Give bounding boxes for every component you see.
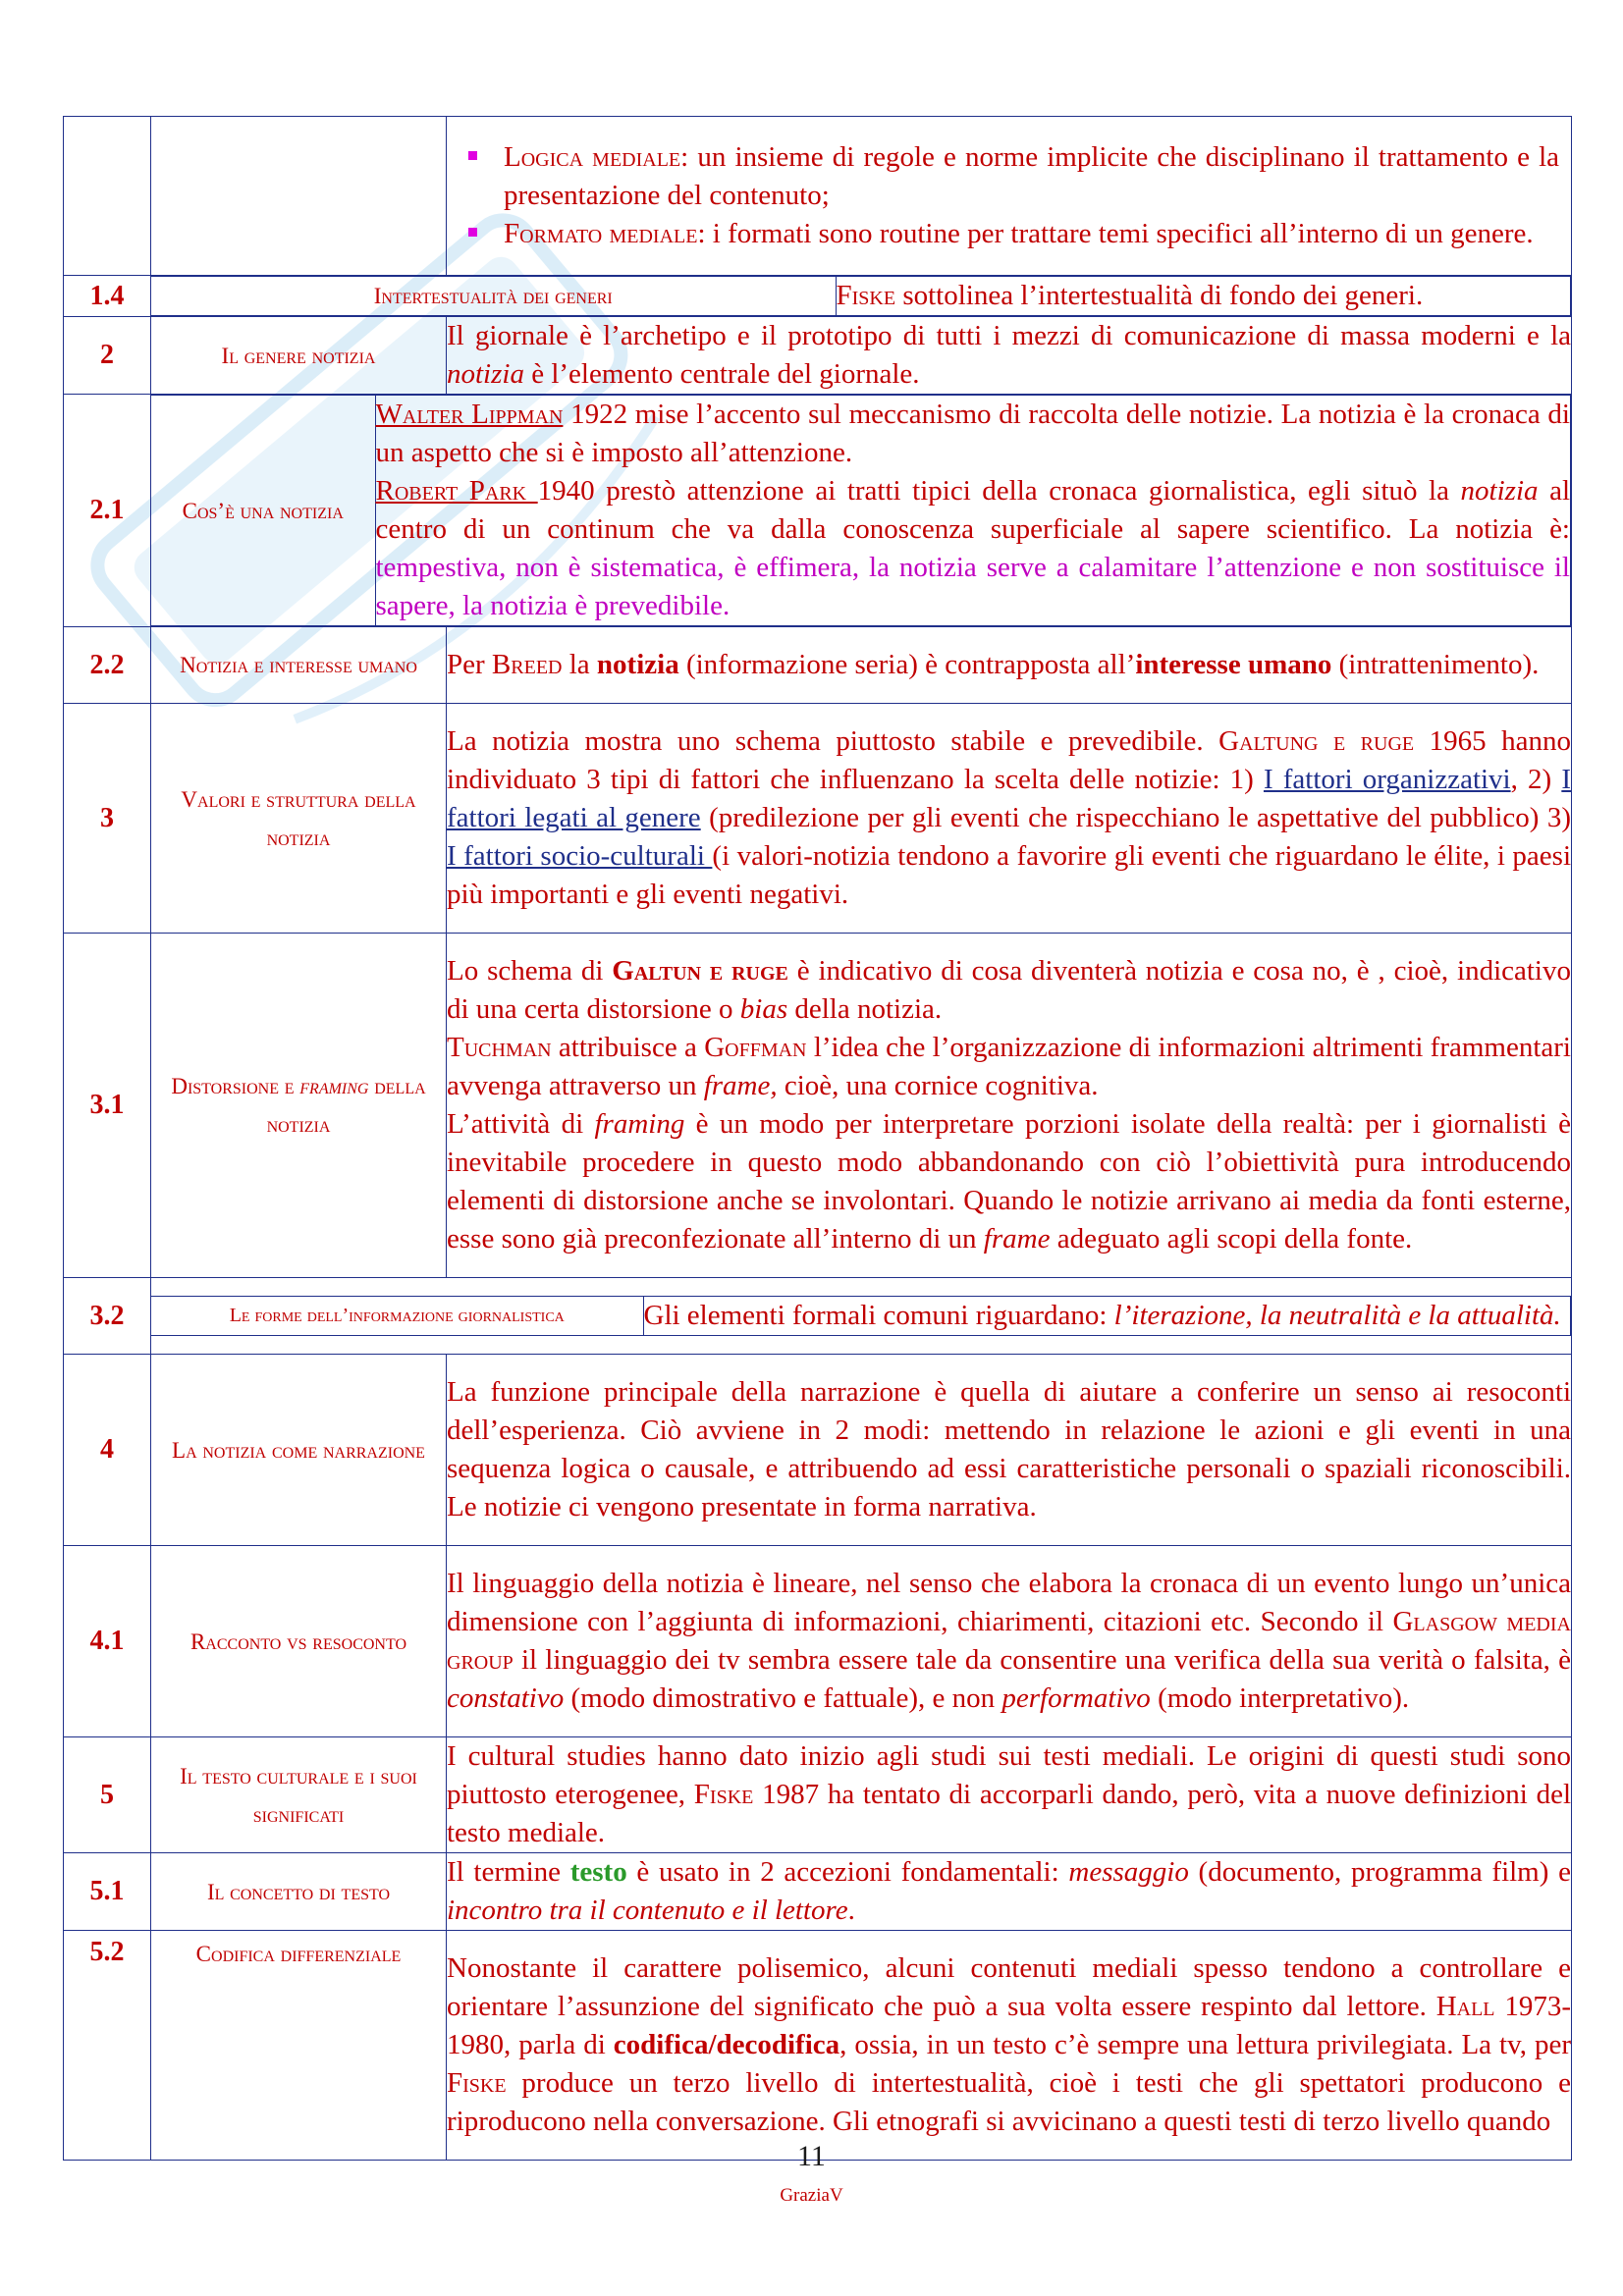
section-title: Il testo culturale e i suoi significati xyxy=(151,1737,447,1853)
table-row xyxy=(64,1355,1572,1546)
section-number: 4 xyxy=(64,1355,151,1546)
section-title: Racconto vs resoconto xyxy=(151,1546,447,1737)
section-text: Il linguaggio della notizia è lineare, nel senso che elabora la cronaca di un evento lungo un’unica dimensione con l’aggiunta di informazioni, chiarimenti, citazioni etc. Secondo il Glasgow media group il linguaggio dei tv sembra essere tale da consentire una verifica della sua verità o falsita, è constativo (modo dimostrativo e fattuale), e non performativo (modo interpretativo). xyxy=(447,1546,1572,1737)
section-number: 5 xyxy=(64,1737,151,1853)
table-row xyxy=(64,1278,1572,1355)
section-text: Lo schema di Galtun e ruge è indicativo di cosa diventerà notizia e cosa no, è , cioè, indicativo di una certa distorsione o bias della notizia. Tuchman attribuisce a Goffman l’idea che l’organizzazione di informazioni altrimenti frammentari avvenga attraverso un frame, cioè, una cornice cognitiva. L’attività di framing è un modo per interpretare porzioni isolate della realtà: per i giornalisti è inevitabile procedere in questo modo abbandonando con ciò l’obiettività pura introducendo elementi di distorsione anche se involontari. Quando le notizie arrivano ai media da fonti esterne, esse sono già preconfezionate all’interno di un frame adeguato agli scopi della fonte. xyxy=(447,934,1572,1278)
section-number: 2.1 xyxy=(64,395,151,627)
section-text: Walter Lippman 1922 mise l’accento sul meccanismo di raccolta delle notizie. La notizia è la cronaca di un aspetto che si è imposto all’attenzione. Robert Park 1940 prestò attenzione ai tratti tipici della cronaca giornalistica, egli situò la notizia al centro di un continum che va dalla conoscenza superficiale al sapere scientifico. La notizia è: tempestiva, non è sistematica, è effimera, la notizia serve a calamitare l’attenzione e non sostituisce il sapere, la notizia è prevedibile. xyxy=(375,396,1571,626)
section-title: Valori e struttura della notizia xyxy=(151,704,447,934)
section-text: Per Breed la notizia (informazione seria) è contrapposta all’interesse umano (intrattenimento). xyxy=(447,627,1572,704)
section-text: Fiske sottolinea l’intertestualità di fondo dei generi. xyxy=(836,277,1571,316)
section-number: 2.2 xyxy=(64,627,151,704)
section-number: 1.4 xyxy=(64,276,151,317)
section-text: I cultural studies hanno dato inizio agli studi sui testi mediali. Le origini di questi studi sono piuttosto eterogenee, Fiske 1987 ha tentato di accorparli dando, però, vita a nuove definizioni del testo mediale. xyxy=(447,1737,1572,1853)
section-number: 2 xyxy=(64,317,151,395)
list-item: Logica mediale: un insieme di regole e norme implicite che disciplinano il trattamento e la presentazione del contenuto; xyxy=(504,138,1559,215)
table-row xyxy=(64,317,1572,395)
author-name: GraziaV xyxy=(780,2185,843,2206)
section-title: Notizia e interesse umano xyxy=(151,627,447,704)
section-text: Gli elementi formali comuni riguardano: l’iterazione, la neutralità e la attualità. xyxy=(643,1297,1571,1336)
section-number: 3.2 xyxy=(64,1278,151,1355)
section-text: Nonostante il carattere polisemico, alcuni contenuti mediali spesso tendono a controllare e orientare l’assunzione del significato che può a sua volta essere respinto dal lettore. Hall 1973-1980, parla di codifica/decodifica, ossia, in un testo c’è sempre una lettura privilegiata. La tv, per Fiske produce un terzo livello di intertestualità, cioè i testi che gli spettatori producono e riproducono nella conversazione. Gli etnografi si avvicinano a questi testi di terzo livello quando xyxy=(447,1931,1572,2161)
section-text: La funzione principale della narrazione è quella di aiutare a conferire un senso ai resoconti dell’esperienza. Ciò avviene in 2 modi: mettendo in relazione le azioni e gli eventi in una sequenza logica o causale, e attribuendo ad essi caratteristiche personali o spaziali riconoscibili. Le notizie ci vengono presentate in forma narrativa. xyxy=(447,1355,1572,1546)
section-title: Cos’è una notizia xyxy=(151,396,375,626)
section-text: Il termine testo è usato in 2 accezioni fondamentali: messaggio (documento, programma film) e incontro tra il contenuto e il lettore. xyxy=(447,1853,1572,1931)
section-title: La notizia come narrazione xyxy=(151,1355,447,1546)
page-number: 11 xyxy=(797,2140,826,2172)
section-number: 5.1 xyxy=(64,1853,151,1931)
section-number: 3.1 xyxy=(64,934,151,1278)
section-number: 4.1 xyxy=(64,1546,151,1737)
summary-table xyxy=(63,116,1572,2161)
section-text: Il giornale è l’archetipo e il prototipo di tutti i mezzi di comunicazione di massa moderni e la notizia è l’elemento centrale del giornale. xyxy=(447,317,1572,395)
list-item: Formato mediale: i formati sono routine per trattare temi specifici all’interno di un genere. xyxy=(504,215,1559,253)
table-row xyxy=(64,276,1572,317)
table-row xyxy=(64,1853,1572,1931)
section-title: Il genere notizia xyxy=(151,317,447,395)
section-title: Le forme dell’informazione giornalistica xyxy=(151,1297,643,1336)
section-title: Distorsione e framing della notizia xyxy=(151,934,447,1278)
square-bullet-icon xyxy=(468,228,477,237)
section-number: 3 xyxy=(64,704,151,934)
table-row xyxy=(64,704,1572,934)
table-row xyxy=(64,934,1572,1278)
bullet-list xyxy=(447,138,1571,253)
section-title: Intertestualità dei generi xyxy=(151,277,836,316)
section-number: 5.2 xyxy=(64,1931,151,2161)
table-row xyxy=(64,117,1572,276)
table-row xyxy=(64,1931,1572,2161)
section-title: Codifica differenziale xyxy=(151,1931,447,2161)
table-row xyxy=(64,1546,1572,1737)
table-row xyxy=(64,627,1572,704)
table-row xyxy=(64,1737,1572,1853)
square-bullet-icon xyxy=(468,151,477,160)
section-title: Il concetto di testo xyxy=(151,1853,447,1931)
section-text: La notizia mostra uno schema piuttosto stabile e prevedibile. Galtung e ruge 1965 hanno individuato 3 tipi di fattori che influenzano la scelta delle notizie: 1) I fattori organizzativi, 2) I fattori legati al genere (predilezione per gli eventi che rispecchiano le aspettative del pubblico) 3) I fattori socio-culturali (i valori-notizia tendono a favorire gli eventi che riguardano le élite, i paesi più importanti e gli eventi negativi. xyxy=(447,704,1572,934)
table-row xyxy=(64,395,1572,627)
